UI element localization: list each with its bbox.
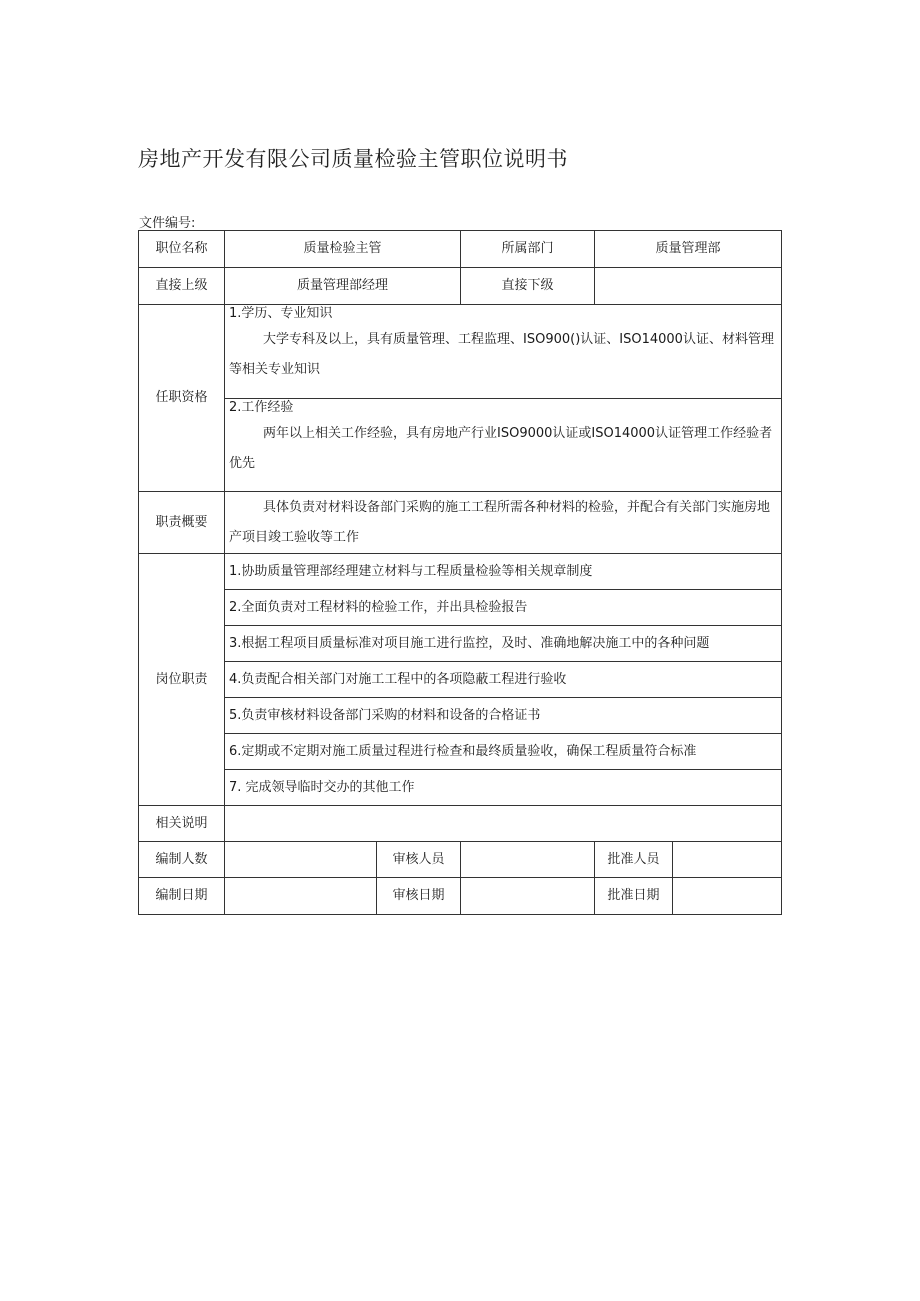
duty-item: 4.负责配合相关部门对施工工程中的各项隐蔽工程进行验收 <box>225 662 782 698</box>
education-text: 大学专科及以上，具有质量管理、工程监理、ISO900()认证、ISO14000认证、材料管理等相关专业知识 <box>229 331 774 377</box>
duty-item: 2.全面负责对工程材料的检验工作，并出具检验报告 <box>225 590 782 626</box>
position-name-value: 质量检验主管 <box>225 231 461 268</box>
approver-value <box>673 842 782 878</box>
duty-row-3 <box>139 626 782 662</box>
reviewer-label: 审核人员 <box>377 842 461 878</box>
row-position-name <box>139 231 782 268</box>
duty-row-5 <box>139 698 782 734</box>
notes-value <box>225 806 782 842</box>
summary-text: 具体负责对材料设备部门采购的施工工程所需各种材料的检验，并配合有关部门实施房地产项目竣工验收等工作 <box>229 499 771 545</box>
prep-date-value <box>225 878 377 915</box>
reviewer-value <box>461 842 595 878</box>
row-notes <box>139 806 782 842</box>
prep-date-label: 编制日期 <box>139 878 225 915</box>
summary-label: 职责概要 <box>139 492 225 554</box>
row-education <box>139 305 782 399</box>
position-name-label: 职位名称 <box>139 231 225 268</box>
duty-item: 5.负责审核材料设备部门采购的材料和设备的合格证书 <box>225 698 782 734</box>
position-description-table <box>138 230 782 915</box>
experience-text: 两年以上相关工作经验，具有房地产行业ISO9000认证或ISO14000认证管理工作经验者优先 <box>229 425 773 471</box>
approve-date-value <box>673 878 782 915</box>
duty-row-1 <box>139 554 782 590</box>
row-experience <box>139 399 782 492</box>
notes-label: 相关说明 <box>139 806 225 842</box>
duty-row-6 <box>139 734 782 770</box>
preparer-value <box>225 842 377 878</box>
duty-item: 7. 完成领导临时交办的其他工作 <box>225 770 782 806</box>
duty-row-2 <box>139 590 782 626</box>
education-heading: 1.学历、专业知识 <box>229 306 333 321</box>
summary-cell <box>225 492 782 554</box>
education-cell <box>225 305 782 399</box>
document-title: 房地产开发有限公司质量检验主管职位说明书 <box>138 147 568 171</box>
row-signoff-dates <box>139 878 782 915</box>
row-signoff-people <box>139 842 782 878</box>
duty-item: 1.协助质量管理部经理建立材料与工程质量检验等相关规章制度 <box>225 554 782 590</box>
duty-row-7 <box>139 770 782 806</box>
subordinate-label: 直接下级 <box>461 268 595 305</box>
superior-value: 质量管理部经理 <box>225 268 461 305</box>
experience-cell <box>225 399 782 492</box>
review-date-label: 审核日期 <box>377 878 461 915</box>
duty-item: 3.根据工程项目质量标准对项目施工进行监控，及时、准确地解决施工中的各种问题 <box>225 626 782 662</box>
duty-item: 6.定期或不定期对施工质量过程进行检查和最终质量验收，确保工程质量符合标准 <box>225 734 782 770</box>
row-superior <box>139 268 782 305</box>
approve-date-label: 批准日期 <box>595 878 673 915</box>
experience-heading: 2.工作经验 <box>229 400 294 415</box>
preparer-label: 编制人数 <box>139 842 225 878</box>
department-value: 质量管理部 <box>595 231 782 268</box>
review-date-value <box>461 878 595 915</box>
file-number-label: 文件编号: <box>139 216 196 231</box>
duties-label: 岗位职责 <box>139 554 225 806</box>
subordinate-value <box>595 268 782 305</box>
approver-label: 批准人员 <box>595 842 673 878</box>
qualification-label: 任职资格 <box>139 305 225 492</box>
duty-row-4 <box>139 662 782 698</box>
department-label: 所属部门 <box>461 231 595 268</box>
row-summary <box>139 492 782 554</box>
superior-label: 直接上级 <box>139 268 225 305</box>
